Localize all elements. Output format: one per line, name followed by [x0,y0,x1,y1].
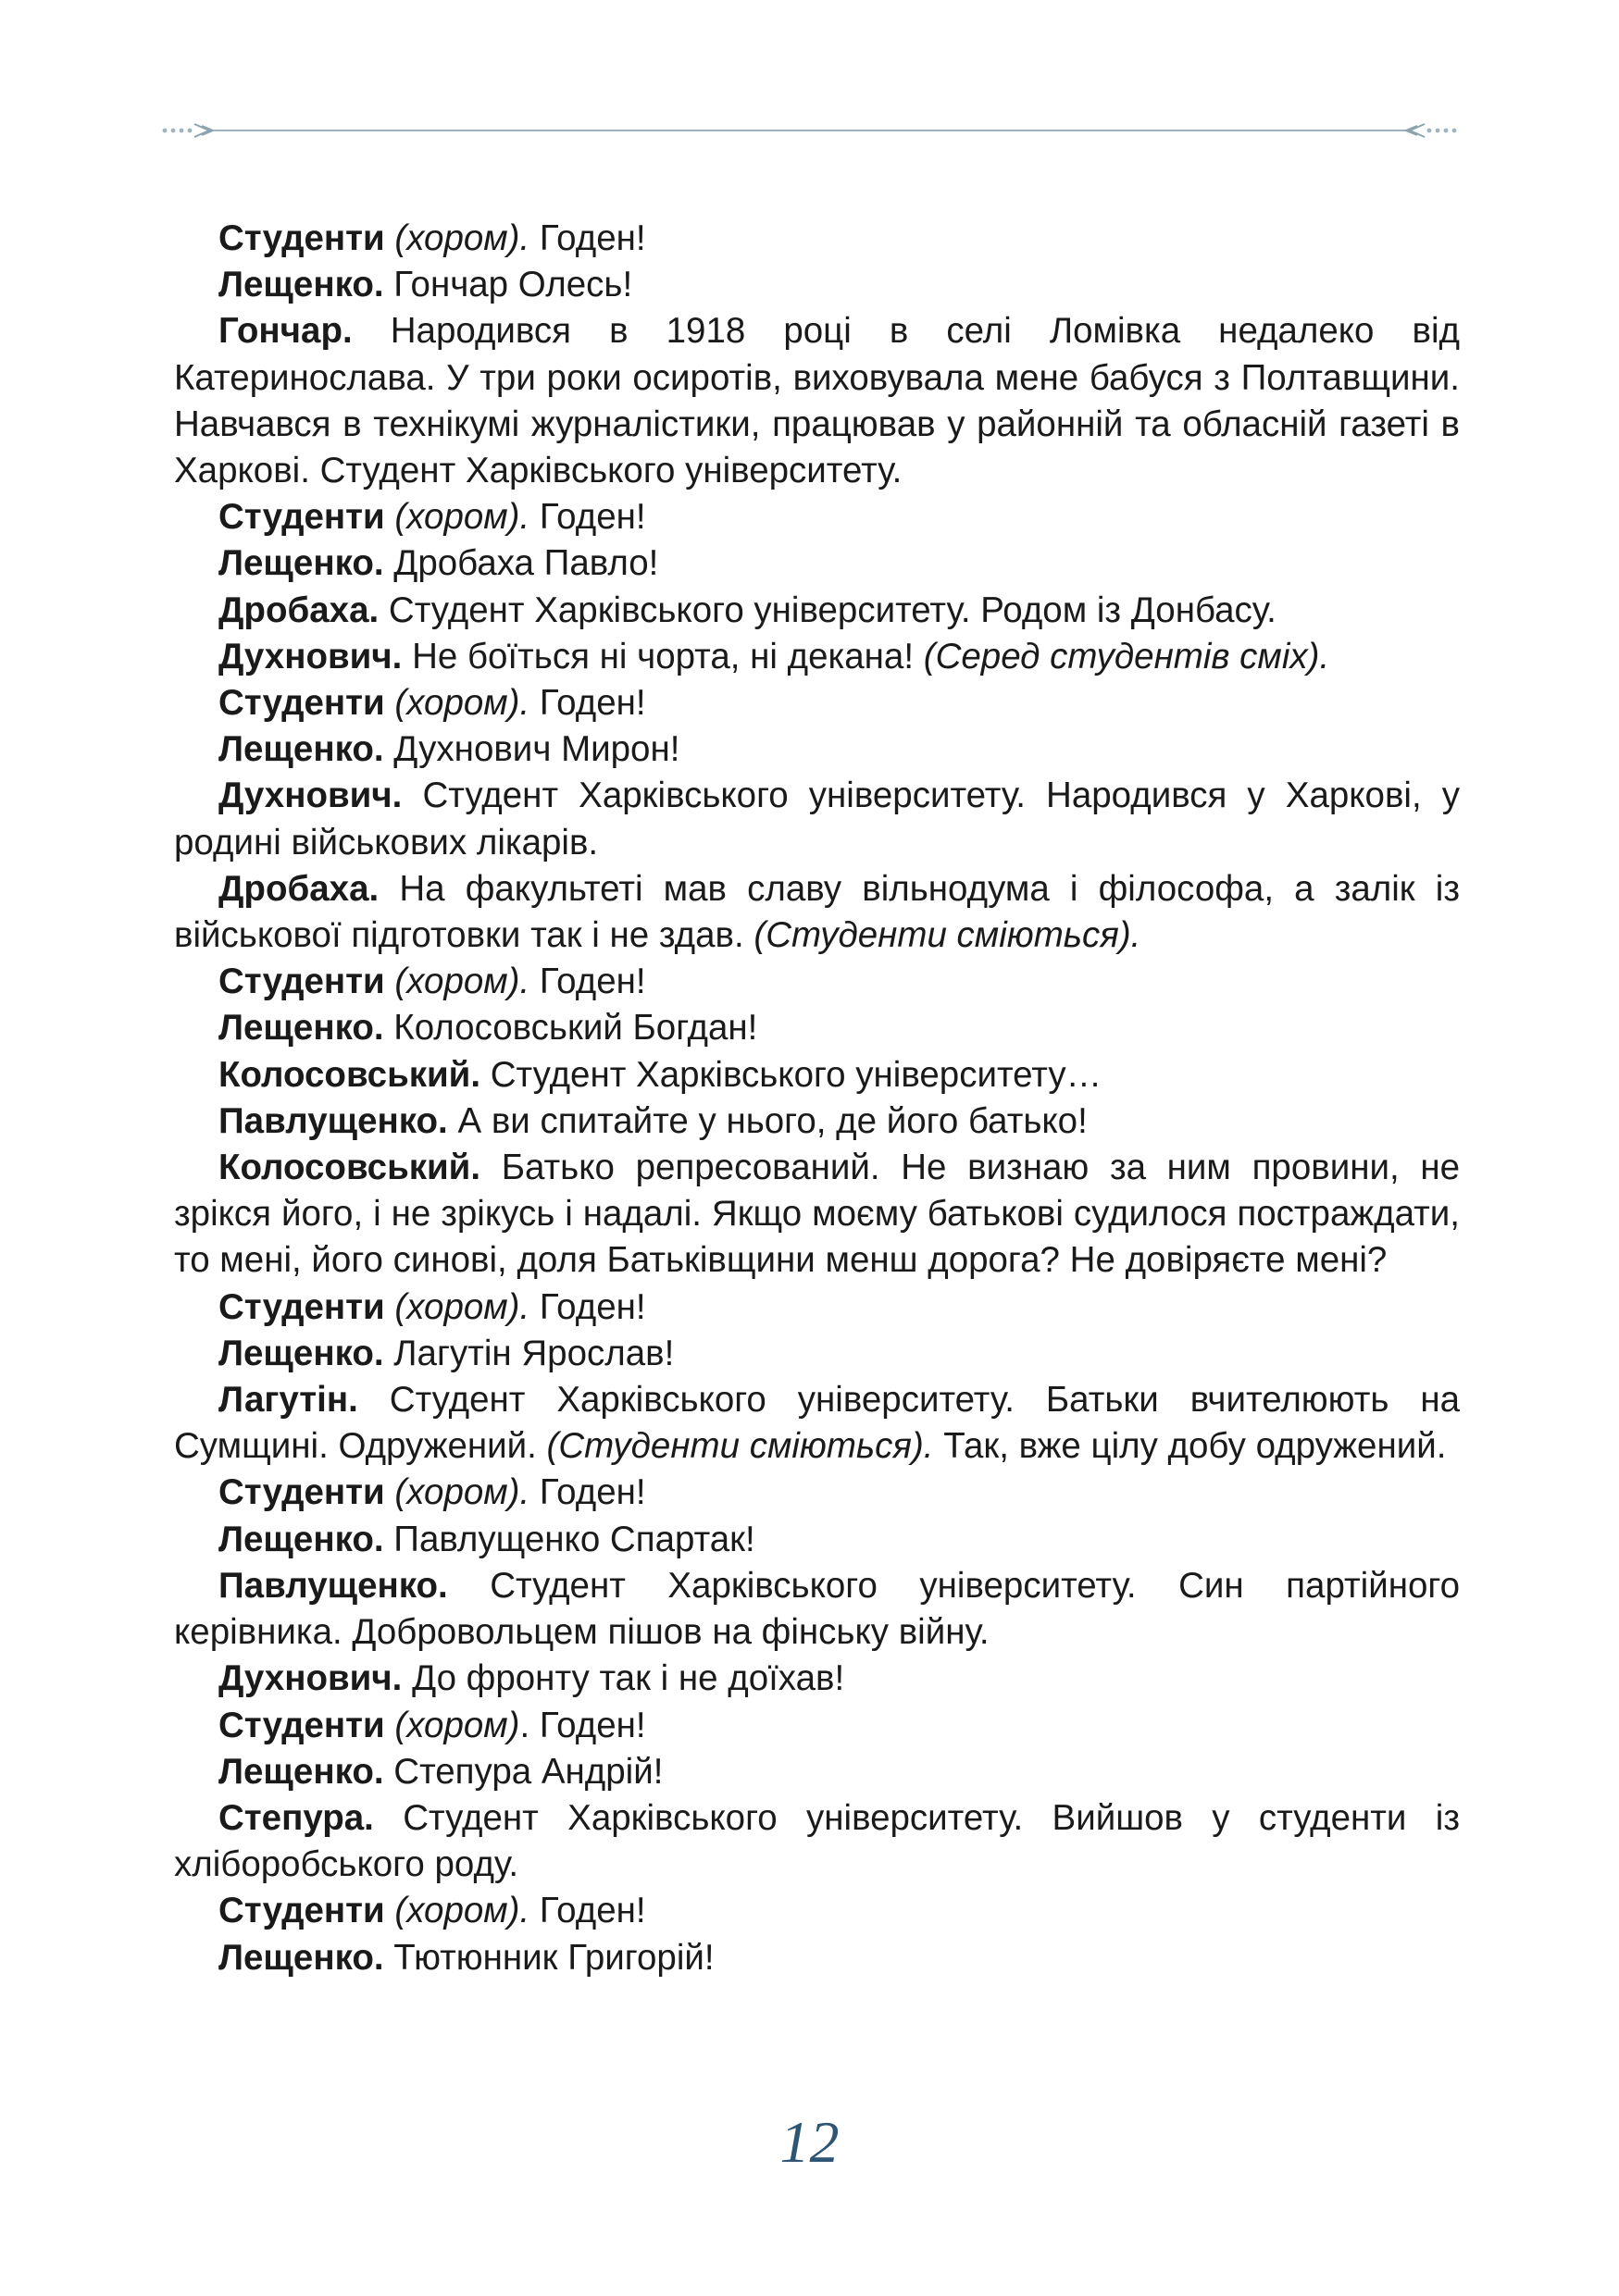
dialogue-text-run: Годен! [539,497,646,538]
dialogue-text-run: Батько репресований. Не визнаю за ним провини, не зрікся його, і не зрікусь і надалі. Якщо моєму батькові судилося постраждати, то мені, його синові, доля Батьківщини менш дорога? Не довіряєте мені? [174,1148,1460,1281]
dialogue-line [174,494,1460,540]
speaker-name: Павлущенко. [218,1100,448,1141]
speaker-name: Колосовський. [218,1148,481,1188]
dialogue-line [174,726,1460,773]
dialogue-text-run: Студент Харківського університету. Народився у Харкові, у родині військових лікарів. [174,776,1461,863]
stage-direction: (хором). [394,962,530,1002]
dialogue-text-run: Студент Харківського університету. Вийшов у студенти із хліборобського роду. [174,1797,1460,1885]
speaker-name: Степура. [218,1797,374,1838]
dialogue-text [174,216,1460,1981]
speaker-name: Лещенко. [218,729,384,770]
dialogue-line [174,216,1460,262]
dialogue-text-run: Годен! [539,218,646,258]
dialogue-line [174,1331,1460,1377]
speaker-name: Лещенко. [218,265,384,305]
speaker-name: Студенти [218,218,385,258]
stage-direction: (хором). [394,1472,530,1513]
dialogue-line [174,1052,1460,1098]
dialogue-text-run: Гончар Олесь! [393,265,633,305]
dialogue-line [174,1888,1460,1934]
dialogue-line [174,680,1460,726]
dialogue-text-run: На факультеті мав славу вільнодума і філософа, а залік із військової підготовки так і не здав. [174,868,1461,956]
speaker-name: Студенти [218,1705,385,1745]
speaker-name: Студенти [218,497,385,538]
dialogue-line [174,1703,1460,1749]
dialogue-line [174,1145,1460,1285]
dialogue-text-run: Лагутін Ярослав! [393,1333,675,1373]
dialogue-line [174,1935,1460,1981]
dialogue-text-run: Годен! [539,1891,646,1931]
header-ornament-rule [159,117,1460,144]
speaker-name: Лещенко. [218,1519,384,1559]
dialogue-line [174,1656,1460,1702]
dialogue-text-run: Годен! [539,683,646,724]
speaker-name: Дробаха. [218,868,380,909]
stage-direction: (хором). [394,497,530,538]
stage-direction: (хором). [394,218,530,258]
speaker-name: Лещенко. [218,1008,384,1049]
speaker-name: Гончар. [218,311,353,352]
dialogue-text-run: Степура Андрій! [393,1751,664,1792]
speaker-name: Дробаха. [218,590,380,630]
speaker-name: Колосовський. [218,1054,481,1095]
stage-direction: (хором). [394,683,530,724]
dialogue-text-run: А ви спитайте у нього, де його батько! [457,1100,1088,1141]
dialogue-text-run: Студент Харківського університету. Родом із Донбасу. [388,590,1277,630]
dialogue-text-run: Студент Харківського університету… [490,1054,1102,1095]
speaker-name: Лещенко. [218,543,384,584]
dialogue-line [174,1517,1460,1563]
dialogue-text-run: Студент Харківського університету. Син партійного керівника. Добровольцем пішов на фінську війну. [174,1565,1460,1653]
speaker-name: Лагутін. [218,1380,358,1421]
speaker-name: Студенти [218,962,385,1002]
dialogue-line [174,634,1460,680]
stage-direction: (хором) [394,1705,520,1745]
dialogue-line [174,1470,1460,1516]
speaker-name: Духнович. [218,776,403,816]
dialogue-line [174,262,1460,308]
dialogue-line [174,308,1460,494]
dialogue-line [174,1749,1460,1795]
dialogue-text-run: Годен! [539,962,646,1002]
dialogue-text-run: . Годен! [519,1705,646,1745]
dialogue-line [174,866,1460,959]
dialogue-text-run: Дробаха Павло! [393,543,659,584]
dialogue-text-run: Духнович Мирон! [393,729,680,770]
dialogue-line [174,959,1460,1005]
stage-direction: (Серед студентів сміх). [923,636,1330,676]
dialogue-text-run: Студент Харківського університету. Батьки вчителюють на Сумщині. Одружений. [174,1380,1460,1467]
stage-direction: (Студенти сміються). [546,1426,934,1467]
dialogue-text-run: Тютюнник Григорій! [393,1937,715,1978]
speaker-name: Студенти [218,1286,385,1327]
dialogue-line [174,1795,1460,1888]
dialogue-line [174,1563,1460,1656]
dialogue-line [174,588,1460,634]
dialogue-text-run: Годен! [539,1472,646,1513]
speaker-name: Духнович. [218,636,403,676]
speaker-name: Павлущенко. [218,1565,448,1606]
dialogue-text-run: Колосовський Богдан! [393,1008,758,1049]
dialogue-text-run: Народився в 1918 році в селі Ломівка недалеко від Катеринослава. У три роки осиротів, виховувала мене бабуся з Полтавщини. Навчався в технікумі журналістики, працював у районній та обласній газеті в Харкові. Студент Харківського університету. [174,311,1460,491]
dialogue-text-run: Павлущенко Спартак! [393,1519,755,1559]
speaker-name: Лещенко. [218,1751,384,1792]
speaker-name: Лещенко. [218,1333,384,1373]
dialogue-line [174,540,1460,587]
dialogue-text-run: До фронту так і не доїхав! [412,1658,845,1699]
stage-direction: (хором). [394,1286,530,1327]
stage-direction: (Студенти сміються). [753,915,1141,956]
dialogue-text-run: Так, вже цілу добу одружений. [943,1426,1447,1467]
speaker-name: Студенти [218,1891,385,1931]
dialogue-line [174,773,1460,865]
page-number: 12 [779,2109,840,2175]
dialogue-text-run: Не боїться ні чорта, ні декана! [412,636,915,676]
dialogue-line [174,1098,1460,1145]
speaker-name: Лещенко. [218,1937,384,1978]
speaker-name: Духнович. [218,1658,403,1699]
speaker-name: Студенти [218,683,385,724]
stage-direction: (хором). [394,1891,530,1931]
speaker-name: Студенти [218,1472,385,1513]
dialogue-line [174,1377,1460,1470]
dialogue-text-run: Годен! [539,1286,646,1327]
dialogue-line [174,1285,1460,1331]
dialogue-line [174,1005,1460,1051]
